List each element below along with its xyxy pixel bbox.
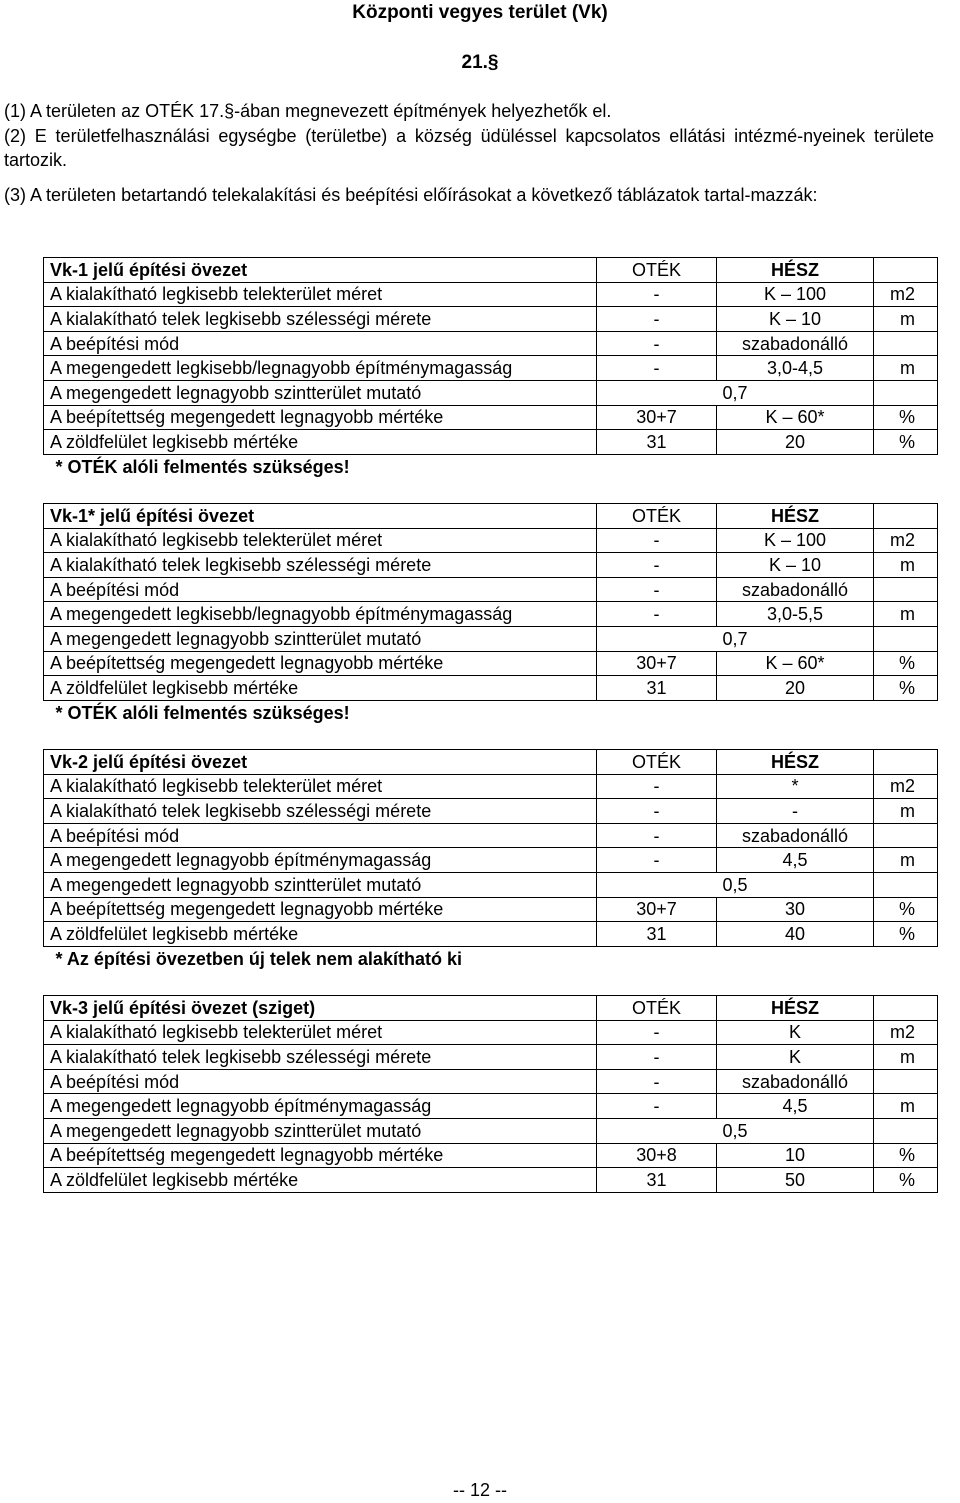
table-row [44,897,938,922]
row-unit: % [874,922,938,947]
row-label: A megengedett legkisebb/legnagyobb építménymagasság [44,356,597,381]
otek-column-header: OTÉK [597,750,717,775]
row-otek-value: - [597,602,717,627]
table-row [44,602,938,627]
row-hesz-value: szabadonálló [717,577,874,602]
row-label: A zöldfelület legkisebb mértéke [44,1168,597,1193]
row-unit: % [874,1168,938,1193]
table-row [44,1143,938,1168]
table-row [44,307,938,332]
paragraph-1: (1) A területen az OTÉK 17.§-ában megnevezett építmények helyezhetők el. [4,101,612,121]
row-hesz-value: 20 [717,430,874,455]
row-hesz-value: 20 [717,676,874,701]
row-unit: m2 [874,774,938,799]
row-otek-value: - [597,774,717,799]
table-row [44,1118,938,1143]
row-otek-value: - [597,307,717,332]
hesz-column-header: HÉSZ [717,258,874,283]
row-unit: m2 [874,282,938,307]
row-unit: m [874,602,938,627]
row-otek-value: 30+7 [597,651,717,676]
table-note-row [44,700,938,724]
table-row [44,331,938,356]
unit-column-header [874,258,938,283]
table-row [44,1069,938,1094]
row-label: A kialakítható legkisebb telekterület méret [44,528,597,553]
row-label: A megengedett legnagyobb szintterület mutató [44,1118,597,1143]
row-hesz-value: K – 60* [717,651,874,676]
row-label: A megengedett legnagyobb szintterület mutató [44,380,597,405]
table-header-row [44,996,938,1021]
zone-name: Vk-1 jelű építési övezet [44,258,597,283]
row-hesz-value: 30 [717,897,874,922]
table-header-row [44,504,938,529]
row-otek-value: - [597,553,717,578]
paragraph-3: (3) A területen betartandó telekalakítási és beépítési előírásokat a következő táblázatok tartal-mazzák: [4,185,818,205]
otek-column-header: OTÉK [597,504,717,529]
page-number: -- 12 -- [453,1480,507,1500]
table-row [44,528,938,553]
row-unit: m2 [874,528,938,553]
table-footnote: * OTÉK alóli felmentés szükséges! [44,700,938,724]
row-hesz-value: 50 [717,1168,874,1193]
row-unit: % [874,676,938,701]
row-hesz-value: 4,5 [717,1094,874,1119]
row-otek-value: - [597,848,717,873]
table-row [44,553,938,578]
row-unit: m [874,848,938,873]
zone-table-vk1-star [43,503,938,724]
otek-column-header: OTÉK [597,996,717,1021]
row-value: 0,5 [597,872,874,897]
table-row [44,282,938,307]
row-unit [874,331,938,356]
row-hesz-value: 10 [717,1143,874,1168]
row-unit [874,577,938,602]
row-hesz-value: szabadonálló [717,823,874,848]
section-number: 21.§ [461,52,499,73]
row-label: A beépítettség megengedett legnagyobb mértéke [44,405,597,430]
row-label: A kialakítható legkisebb telekterület méret [44,282,597,307]
row-label: A beépítettség megengedett legnagyobb mértéke [44,897,597,922]
row-otek-value: - [597,823,717,848]
table-row [44,577,938,602]
row-unit: m [874,553,938,578]
table-row [44,430,938,455]
row-hesz-value: 3,0-4,5 [717,356,874,381]
row-label: A beépítési mód [44,1069,597,1094]
row-otek-value: - [597,577,717,602]
row-hesz-value: K [717,1020,874,1045]
zone-name: Vk-2 jelű építési övezet [44,750,597,775]
row-otek-value: 30+7 [597,897,717,922]
zone-table-vk1 [43,257,938,478]
row-hesz-value: szabadonálló [717,1069,874,1094]
row-otek-value: 30+8 [597,1143,717,1168]
otek-column-header: OTÉK [597,258,717,283]
row-otek-value: 31 [597,922,717,947]
row-value: 0,7 [597,626,874,651]
table-row [44,848,938,873]
row-hesz-value: K – 10 [717,553,874,578]
table-header-row [44,750,938,775]
row-label: A beépítési mód [44,823,597,848]
row-hesz-value: * [717,774,874,799]
row-label: A megengedett legnagyobb építménymagasság [44,1094,597,1119]
row-otek-value: - [597,528,717,553]
table-note-row [44,946,938,970]
table-row [44,823,938,848]
row-hesz-value: 3,0-5,5 [717,602,874,627]
zone-name: Vk-3 jelű építési övezet (sziget) [44,996,597,1021]
row-unit [874,1069,938,1094]
row-label: A megengedett legkisebb/legnagyobb építménymagasság [44,602,597,627]
row-unit [874,380,938,405]
row-hesz-value: - [717,799,874,824]
row-label: A zöldfelület legkisebb mértéke [44,922,597,947]
table-row [44,651,938,676]
row-label: A kialakítható telek legkisebb szélességi mérete [44,307,597,332]
row-label: A zöldfelület legkisebb mértéke [44,430,597,455]
unit-column-header [874,996,938,1021]
row-label: A beépítési mód [44,577,597,602]
table-row [44,1045,938,1070]
row-unit: % [874,430,938,455]
row-label: A megengedett legnagyobb szintterület mutató [44,626,597,651]
row-value: 0,5 [597,1118,874,1143]
row-unit [874,1118,938,1143]
zone-table-vk3 [43,995,938,1193]
row-hesz-value: K – 100 [717,528,874,553]
row-unit [874,872,938,897]
row-otek-value: 30+7 [597,405,717,430]
hesz-column-header: HÉSZ [717,996,874,1021]
row-otek-value: 31 [597,1168,717,1193]
row-unit: % [874,405,938,430]
row-label: A megengedett legnagyobb építménymagasság [44,848,597,873]
table-row [44,774,938,799]
table-row [44,1168,938,1193]
row-otek-value: - [597,1045,717,1070]
row-otek-value: 31 [597,676,717,701]
row-label: A kialakítható legkisebb telekterület méret [44,1020,597,1045]
row-unit: m2 [874,1020,938,1045]
row-otek-value: - [597,282,717,307]
row-label: A megengedett legnagyobb szintterület mutató [44,872,597,897]
row-hesz-value: K – 60* [717,405,874,430]
unit-column-header [874,504,938,529]
page-title: Központi vegyes terület (Vk) [352,2,608,23]
table-row [44,1020,938,1045]
table-footnote: * Az építési övezetben új telek nem alakítható ki [44,946,938,970]
row-unit [874,626,938,651]
row-label: A kialakítható telek legkisebb szélességi mérete [44,1045,597,1070]
paragraph-2: (2) E területfelhasználási egységbe (területbe) a község üdüléssel kapcsolatos ellátási intézmé-nyeinek területe tartozik. [4,126,934,170]
row-unit: % [874,1143,938,1168]
row-unit: % [874,651,938,676]
row-unit: m [874,799,938,824]
row-hesz-value: szabadonálló [717,331,874,356]
row-unit: % [874,897,938,922]
table-row [44,676,938,701]
row-otek-value: - [597,356,717,381]
table-row [44,380,938,405]
zone-name: Vk-1* jelű építési övezet [44,504,597,529]
row-otek-value: 31 [597,430,717,455]
zone-table-vk2 [43,749,938,970]
row-label: A zöldfelület legkisebb mértéke [44,676,597,701]
row-unit: m [874,307,938,332]
table-row [44,799,938,824]
table-row [44,1094,938,1119]
row-value: 0,7 [597,380,874,405]
table-row [44,626,938,651]
row-unit: m [874,356,938,381]
row-unit [874,823,938,848]
row-label: A kialakítható telek legkisebb szélességi mérete [44,553,597,578]
table-footnote: * OTÉK alóli felmentés szükséges! [44,454,938,478]
table-header-row [44,258,938,283]
row-hesz-value: K [717,1045,874,1070]
row-unit: m [874,1094,938,1119]
table-note-row [44,454,938,478]
row-hesz-value: 40 [717,922,874,947]
table-row [44,405,938,430]
table-row [44,356,938,381]
row-otek-value: - [597,331,717,356]
row-otek-value: - [597,1020,717,1045]
row-hesz-value: K – 100 [717,282,874,307]
table-row [44,922,938,947]
row-label: A kialakítható telek legkisebb szélességi mérete [44,799,597,824]
row-otek-value: - [597,1069,717,1094]
row-label: A beépítettség megengedett legnagyobb mértéke [44,1143,597,1168]
row-hesz-value: K – 10 [717,307,874,332]
row-otek-value: - [597,799,717,824]
row-hesz-value: 4,5 [717,848,874,873]
hesz-column-header: HÉSZ [717,750,874,775]
row-otek-value: - [597,1094,717,1119]
unit-column-header [874,750,938,775]
row-label: A kialakítható legkisebb telekterület méret [44,774,597,799]
hesz-column-header: HÉSZ [717,504,874,529]
row-label: A beépítettség megengedett legnagyobb mértéke [44,651,597,676]
row-label: A beépítési mód [44,331,597,356]
table-row [44,872,938,897]
row-unit: m [874,1045,938,1070]
